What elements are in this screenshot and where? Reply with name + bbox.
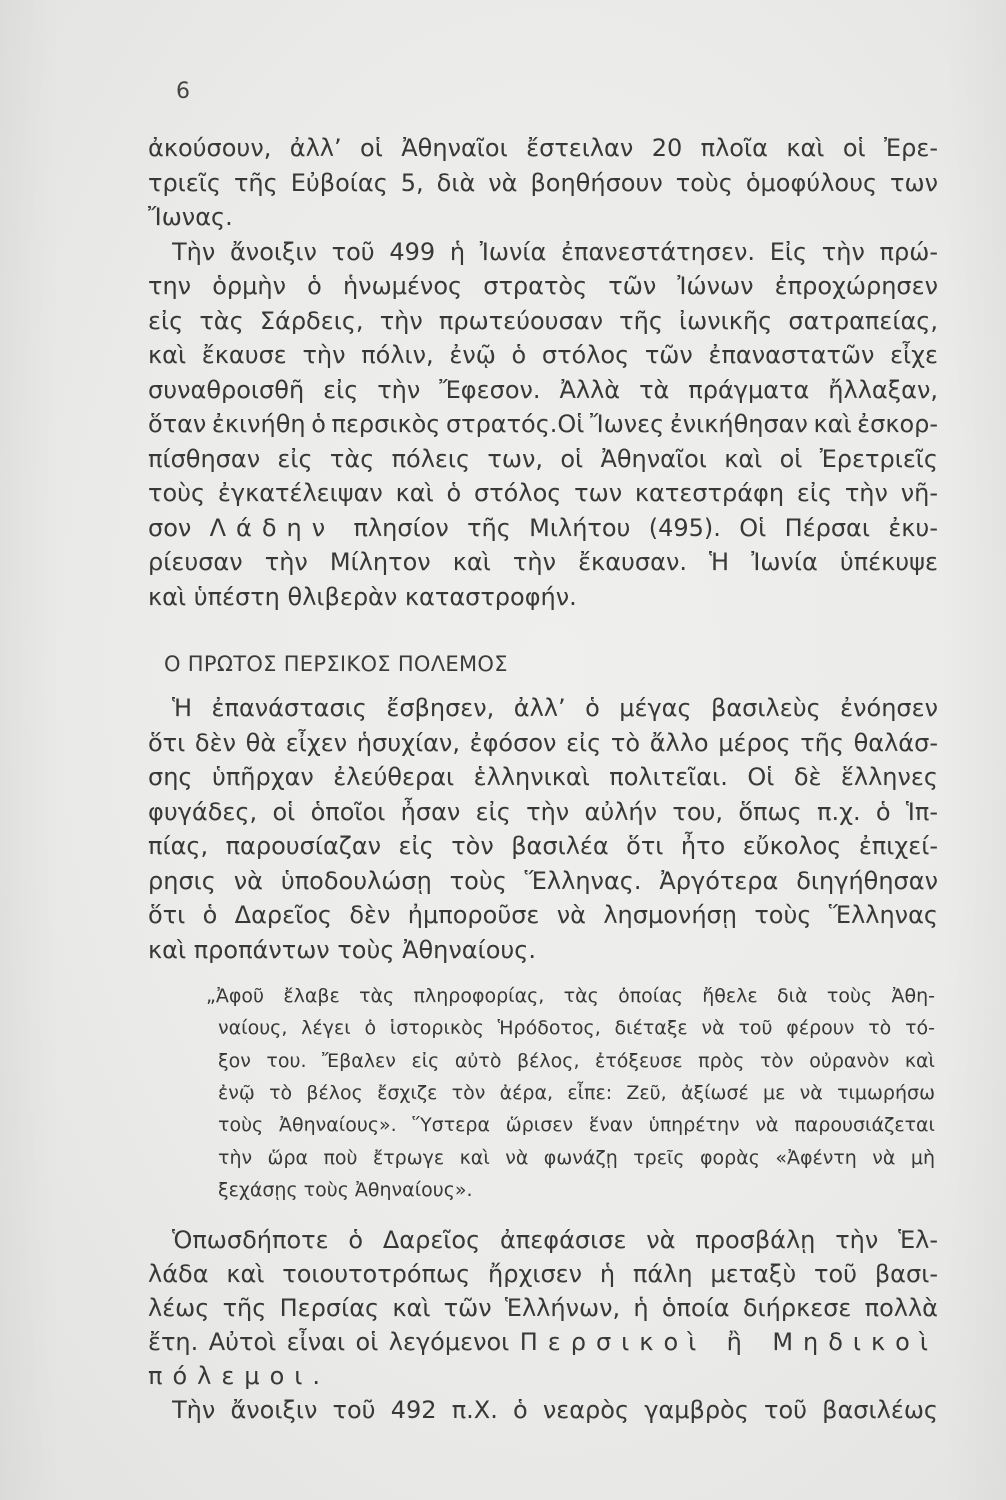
line-text: λάδα καὶ τοιουτοτρόπως ἤρχισεν ἡ πάλη μεταξὺ τοῦ βασι- [148, 1260, 938, 1288]
line-text: ναίους, λέγει ὁ ἱστορικὸς Ἡρόδοτος, διέταξε νὰ τοῦ φέρουν τὸ τό- [218, 1017, 935, 1040]
line-text: πίας, παρουσίαζαν εἰς τὸν βασιλέα ὅτι ἦτο εὔκολος ἐπιχεί- [148, 832, 938, 861]
line-text: σης ὑπῆρχαν ἐλεύθεραι ἑλληνικαὶ πολιτεῖαι. Οἱ δὲ ἕλληνες [148, 763, 938, 792]
text-line [148, 898, 938, 933]
text-line [148, 829, 938, 864]
text-line [148, 933, 938, 968]
line-text: ὅταν ἐκινήθη ὁ περσικὸς στρατός.Οἱ Ἴωνες ἐνικήθησαν καὶ ἐσκορ- [148, 410, 938, 438]
line-text: πίσθησαν εἰς τὰς πόλεις των, οἱ Ἀθηναῖοι καὶ οἱ Ἐρετριεῖς [148, 444, 938, 473]
line-text [148, 1325, 938, 1359]
line-text-after: πλησίον τῆς Μιλήτου (495). Οἱ Πέρσαι ἐκυ- [335, 513, 938, 542]
text-line [148, 545, 938, 580]
quote-line [218, 1174, 935, 1206]
quote-line [218, 1077, 935, 1109]
line-text: ἐνῷ τὸ βέλος ἔσχιζε τὸν ἀέρα, εἶπε: Ζεῦ, ἀξίωσέ με νὰ τιμωρήσω [218, 1081, 935, 1104]
text-line [148, 407, 938, 442]
line-text: τὴν ὥρα ποὺ ἔτρωγε καὶ νὰ φωνάζῃ τρεῖς φορὰς «Ἀφέντη νὰ μὴ [218, 1146, 935, 1169]
text-line [148, 269, 938, 304]
text-line [148, 795, 938, 830]
text-line [172, 1393, 938, 1427]
line-text [148, 1359, 330, 1393]
text-line [148, 864, 938, 899]
quote-line [218, 1109, 935, 1141]
text-block-closing [148, 1223, 938, 1427]
line-text: ἀκούσουν, ἀλλ’ οἱ Ἀθηναῖοι ἔστειλαν 20 πλοῖα καὶ οἱ Ἐρε- [148, 134, 938, 162]
text-line [148, 1291, 938, 1325]
text-line [148, 131, 938, 166]
quote-line [206, 980, 935, 1012]
line-text: Τὴν ἄνοιξιν τοῦ 499 ἡ Ἰωνία ἐπανεστάτησεν. Εἰς τὴν πρώ- [172, 237, 938, 266]
line-text: τοὺς Ἀθηναίους». Ὕστερα ὥρισεν ἕναν ὑπηρέτην νὰ παρουσιάζεται [218, 1114, 935, 1137]
text-line [148, 580, 938, 615]
text-line [148, 304, 938, 339]
text-block-opening [148, 131, 938, 614]
line-text: ξεχάσῃς τοὺς Ἀθηναίους». [218, 1178, 473, 1201]
text-line [148, 338, 938, 373]
line-text: ὅτι ὁ Δαρεῖος δὲν ἠμποροῦσε νὰ λησμονήσῃ τοὺς Ἕλληνας [148, 901, 938, 930]
paragraph-persian-wars [148, 1223, 938, 1393]
line-text: Ἡ ἐπανάστασις ἔσβησεν, ἀλλ’ ὁ μέγας βασιλεὺς ἐνόησεν [172, 694, 938, 722]
text-line [148, 476, 938, 511]
line-text: ξον του. Ἔβαλεν εἰς αὐτὸ βέλος, ἐτόξευσε πρὸς τὸν οὐρανὸν καὶ [218, 1049, 935, 1072]
text-line [148, 1359, 938, 1393]
line-text: συναθροισθῆ εἰς τὴν Ἔφεσον. Ἀλλὰ τὰ πράγματα ἤλλαξαν, [148, 375, 938, 404]
text-line [172, 691, 938, 726]
line-text-before: ἔτη. Αὐτοὶ εἶναι οἱ λεγόμενοι [148, 1328, 520, 1356]
line-text: ὅτι δὲν θὰ εἶχεν ἡσυχίαν, ἐφόσον εἰς τὸ ἄλλο μέρος τῆς θαλάσ- [148, 728, 938, 757]
quote-line [218, 1045, 935, 1077]
line-text: λέως τῆς Περσίας καὶ τῶν Ἑλλήνων, ἡ ὁποία διήρκεσε πολλὰ [148, 1294, 938, 1322]
line-text: καὶ ὑπέστη θλιβερὰν καταστροφήν. [148, 582, 577, 611]
line-text [148, 511, 938, 546]
spaced-emphasis: πόλεμοι. [148, 1362, 331, 1390]
spaced-emphasis: Περσικοὶ ἢ Μηδικοὶ [519, 1328, 938, 1356]
line-text: καὶ ἔκαυσε τὴν πόλιν, ἐνῷ ὁ στόλος τῶν ἐπαναστατῶν εἶχε [148, 341, 938, 369]
line-text: Ἴωνας. [148, 203, 233, 231]
paragraph-continued [148, 131, 938, 235]
paragraph-492-bc [148, 1393, 938, 1427]
paragraph-great-king [148, 691, 938, 968]
text-line [148, 511, 938, 546]
line-text-before: σον [148, 513, 210, 542]
text-line [148, 726, 938, 761]
line-text: Τὴν ἄνοιξιν τοῦ 492 π.Χ. ὁ νεαρὸς γαμβρὸς τοῦ βασιλέως [172, 1396, 938, 1424]
text-line [148, 1257, 938, 1291]
block-quote-herodotus [206, 980, 935, 1206]
line-text: τοὺς ἐγκατέλειψαν καὶ ὁ στόλος των κατεστράφη εἰς τὴν νῆ- [148, 479, 938, 507]
line-text: „Ἀφοῦ ἔλαβε τὰς πληροφορίας, τὰς ὁποίας ἤθελε διὰ τοὺς Ἀθη- [206, 985, 935, 1007]
text-line [148, 1325, 938, 1359]
page-number: 6 [176, 79, 190, 104]
section-heading: Ο ΠΡΩΤΟΣ ΠΕΡΣΙΚΟΣ ΠΟΛΕΜΟΣ [164, 652, 508, 676]
line-text: ρησις νὰ ὑποδουλώσῃ τοὺς Ἕλληνας. Ἀργότερα διηγήθησαν [148, 866, 938, 895]
text-line [148, 760, 938, 795]
text-line [148, 373, 938, 408]
line-text: φυγάδες, οἱ ὁποῖοι ἦσαν εἰς τὴν αὐλήν του, ὅπως π.χ. ὁ Ἱπ- [148, 797, 938, 826]
text-line [148, 166, 938, 201]
text-line [172, 235, 938, 270]
paragraph-ionian-revolt [148, 235, 938, 615]
line-text: την ὁρμὴν ὁ ἡνωμένος στρατὸς τῶν Ἰώνων ἐπροχώρησεν [148, 272, 938, 300]
quote-line [218, 1142, 935, 1174]
line-text: καὶ προπάντων τοὺς Ἀθηναίους. [148, 935, 537, 964]
spaced-emphasis: Λάδην [209, 513, 336, 542]
text-line [172, 1223, 938, 1257]
line-text: τριεῖς τῆς Εὐβοίας 5, διὰ νὰ βοηθήσουν τοὺς ὁμοφύλους των [148, 168, 938, 197]
quote-line [218, 1012, 935, 1044]
line-text: ρίευσαν τὴν Μίλητον καὶ τὴν ἔκαυσαν. Ἡ Ἰωνία ὑπέκυψε [148, 548, 938, 576]
line-text: εἰς τὰς Σάρδεις, τὴν πρωτεύουσαν τῆς ἰωνικῆς σατραπείας, [148, 306, 938, 335]
text-line [148, 442, 938, 477]
text-line [148, 200, 938, 235]
line-text: Ὁπωσδήποτε ὁ Δαρεῖος ἀπεφάσισε νὰ προσβάλῃ τὴν Ἑλ- [172, 1226, 938, 1254]
